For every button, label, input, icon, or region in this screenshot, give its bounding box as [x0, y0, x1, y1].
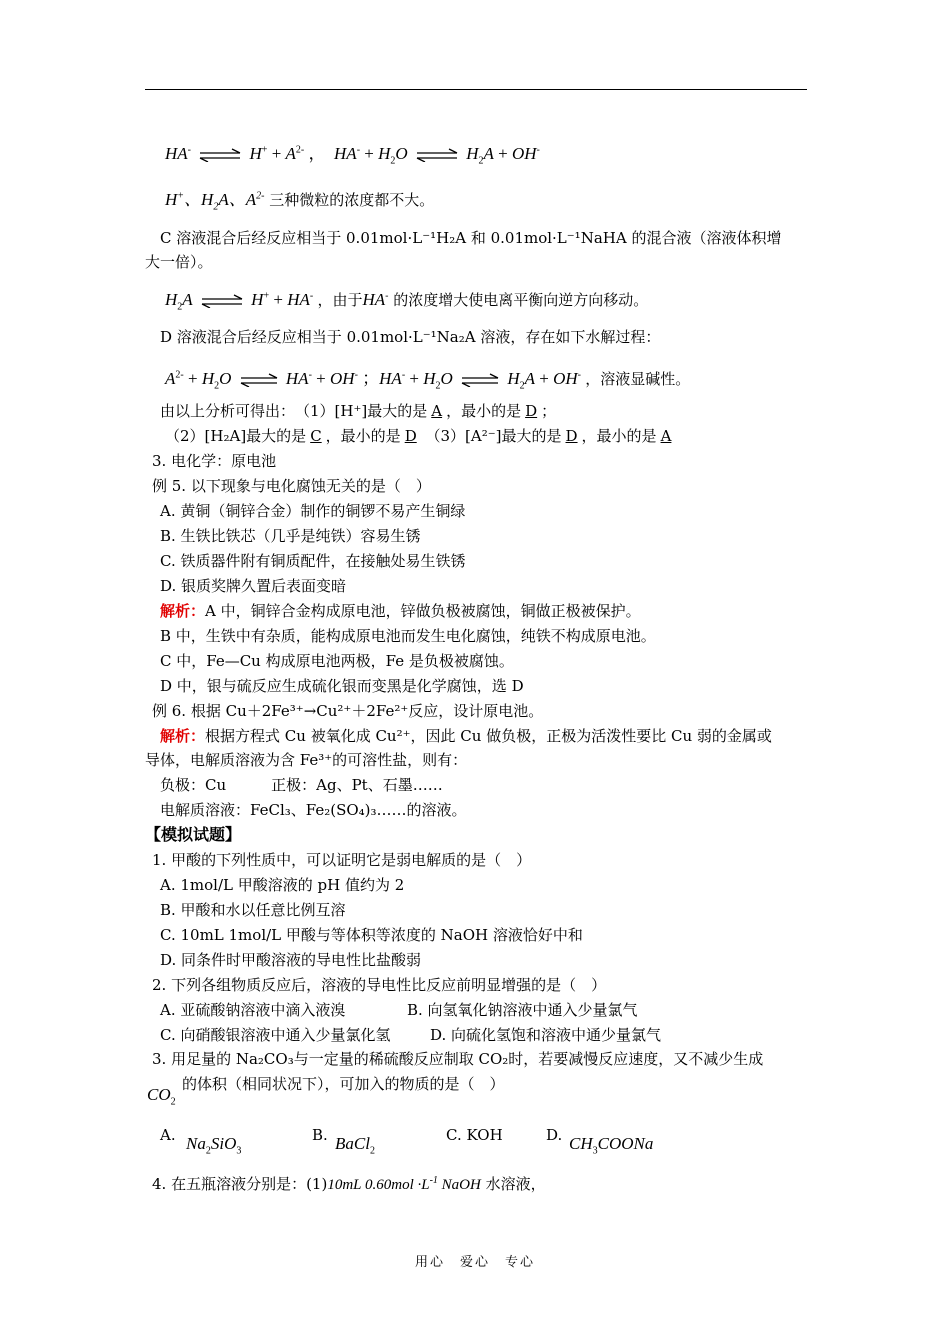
q1-option-b: B. 甲酸和水以任意比例互溶 [160, 901, 346, 919]
page-footer: 用心 爱心 专心 [414, 1255, 535, 1270]
q3-question-cont: 的体积（相同状况下），可加入的物质的是（ ） [182, 1075, 505, 1093]
q3-option-b: BaCl$_2$ [335, 1134, 375, 1157]
analysis-line2: （2）[H₂A]最大的是 C ，最小的是 D （3）[A²⁻]最大的是 D ，最小的是 A [165, 427, 672, 445]
example5-option-b: B. 生铁比铁芯（几乎是纯铁）容易生锈 [160, 527, 421, 545]
option-d-line: D 溶液混合后经反应相当于 0.01mol·L⁻¹Na₂A 溶液，存在如下水解过程： [160, 328, 661, 346]
equilibrium-arrow-icon [200, 294, 244, 308]
example5-solution-3: C 中，Fe—Cu 构成原电池两极，Fe 是负极被腐蚀。 [160, 652, 514, 670]
example6-electrodes: 负极：Cu 正极：Ag、Pt、石墨…… [160, 776, 443, 794]
equilibrium-arrow-icon [415, 148, 459, 162]
example5-option-a: A. 黄铜（铜锌合金）制作的铜锣不易产生铜绿 [160, 502, 466, 520]
q3-option-a-label: A. [160, 1126, 176, 1144]
example6-question: 例 6. 根据 Cu＋2Fe³⁺→Cu²⁺＋2Fe²⁺反应，设计原电池。 [152, 702, 544, 720]
equation-ionization: HA- $H^+ + A^{2-}$ ， $HA^- + H_2O$ $H_2A + OH^-$ [165, 144, 540, 167]
option-c-line2: 大一倍）。 [145, 253, 213, 271]
equilibrium-arrow-icon [460, 373, 500, 387]
q3-option-d-label: D. [546, 1126, 563, 1144]
q3-option-c: C. KOH [446, 1126, 503, 1144]
example5-solution-2: B 中，生铁中有杂质，能构成原电池而发生电化腐蚀，纯铁不构成原电池。 [160, 627, 656, 645]
option-c-line1: C 溶液混合后经反应相当于 0.01mol·L⁻¹H₂A 和 0.01mol·L⁻¹NaHA 的混合液（溶液体积增 [160, 229, 782, 247]
q3-question: 3. 用足量的 Na₂CO₃与一定量的稀硫酸反应制取 CO₂时，若要减慢反应速度，又不减少生成 [152, 1050, 764, 1068]
q2-option-a: A. 亚硫酸钠溶液中滴入液溴 [160, 1001, 346, 1019]
equilibrium-arrow-icon [239, 373, 279, 387]
header-rule [145, 89, 807, 90]
equation-hydrolysis: $A^{2-} + H_2O$ HA- + OH- ；$HA^- + H_2O$ $H_2A + OH^-$ ，溶液显碱性。 [165, 369, 691, 392]
section-title: 3. 电化学：原电池 [152, 452, 277, 470]
example5-solution-1: 解析：A 中，铜锌合金构成原电池，锌做负极被腐蚀，铜做正极被保护。 [160, 602, 641, 620]
q2-question: 2. 下列各组物质反应后，溶液的导电性比反应前明显增强的是（ ） [152, 976, 607, 994]
q3-option-b-label: B. [312, 1126, 328, 1144]
q2-option-b: B. 向氢氧化钠溶液中通入少量氯气 [407, 1001, 638, 1019]
example5-option-d: D. 银质奖牌久置后表面变暗 [160, 577, 347, 595]
analysis-line1: 由以上分析可得出： （1）[H⁺]最大的是 A ，最小的是 D ； [160, 402, 557, 420]
q2-option-c: C. 向硝酸银溶液中通入少量氯化氢 [160, 1026, 391, 1044]
equilibrium-arrow-icon [198, 148, 242, 162]
q3-option-d: $CH_3COONa$ [569, 1134, 654, 1157]
q1-option-a: A. 1mol/L 甲酸溶液的 pH 值约为 2 [160, 876, 405, 894]
species-line: H+、$H_2A$、$A^{2-}$ 三种微粒的浓度都不大。 [165, 190, 435, 213]
example5-option-c: C. 铁质器件附有铜质配件，在接触处易生铁锈 [160, 552, 466, 570]
q3-co2: $CO_2$ [147, 1085, 176, 1108]
q1-option-c: C. 10mL 1mol/L 甲酸与等体积等浓度的 NaOH 溶液恰好中和 [160, 926, 583, 944]
q1-question: 1. 甲酸的下列性质中，可以证明它是弱电解质的是（ ） [152, 851, 532, 869]
mock-test-title: 【模拟试题】 [145, 825, 242, 844]
q3-option-a: $Na_2SiO_3$ [186, 1134, 242, 1157]
q4-question: 4. 在五瓶溶液分别是：(1)10mL $0.60mol \cdot L^{-1}$ NaOH 水溶液， [152, 1175, 546, 1193]
example6-electrolyte: 电解质溶液：FeCl₃、Fe₂(SO₄)₃……的溶液。 [160, 801, 467, 819]
example5-question: 例 5. 以下现象与电化腐蚀无关的是（ ） [152, 477, 431, 495]
q2-option-d: D. 向硫化氢饱和溶液中通少量氯气 [430, 1026, 662, 1044]
equation-h2a: $H_2A$ H+ + HA- ，由于HA- 的浓度增大使电离平衡向逆方向移动。 [165, 290, 649, 313]
example6-solution-2: 导体，电解质溶液为含 Fe³⁺的可溶性盐，则有： [145, 751, 468, 769]
example6-solution-1: 解析：根据方程式 Cu 被氧化成 Cu²⁺，因此 Cu 做负极，正极为活泼性要比 Cu 弱的金属或 [160, 727, 772, 745]
example5-solution-4: D 中，银与硫反应生成硫化银而变黑是化学腐蚀，选 D [160, 677, 524, 695]
q1-option-d: D. 同条件时甲酸溶液的导电性比盐酸弱 [160, 951, 422, 969]
